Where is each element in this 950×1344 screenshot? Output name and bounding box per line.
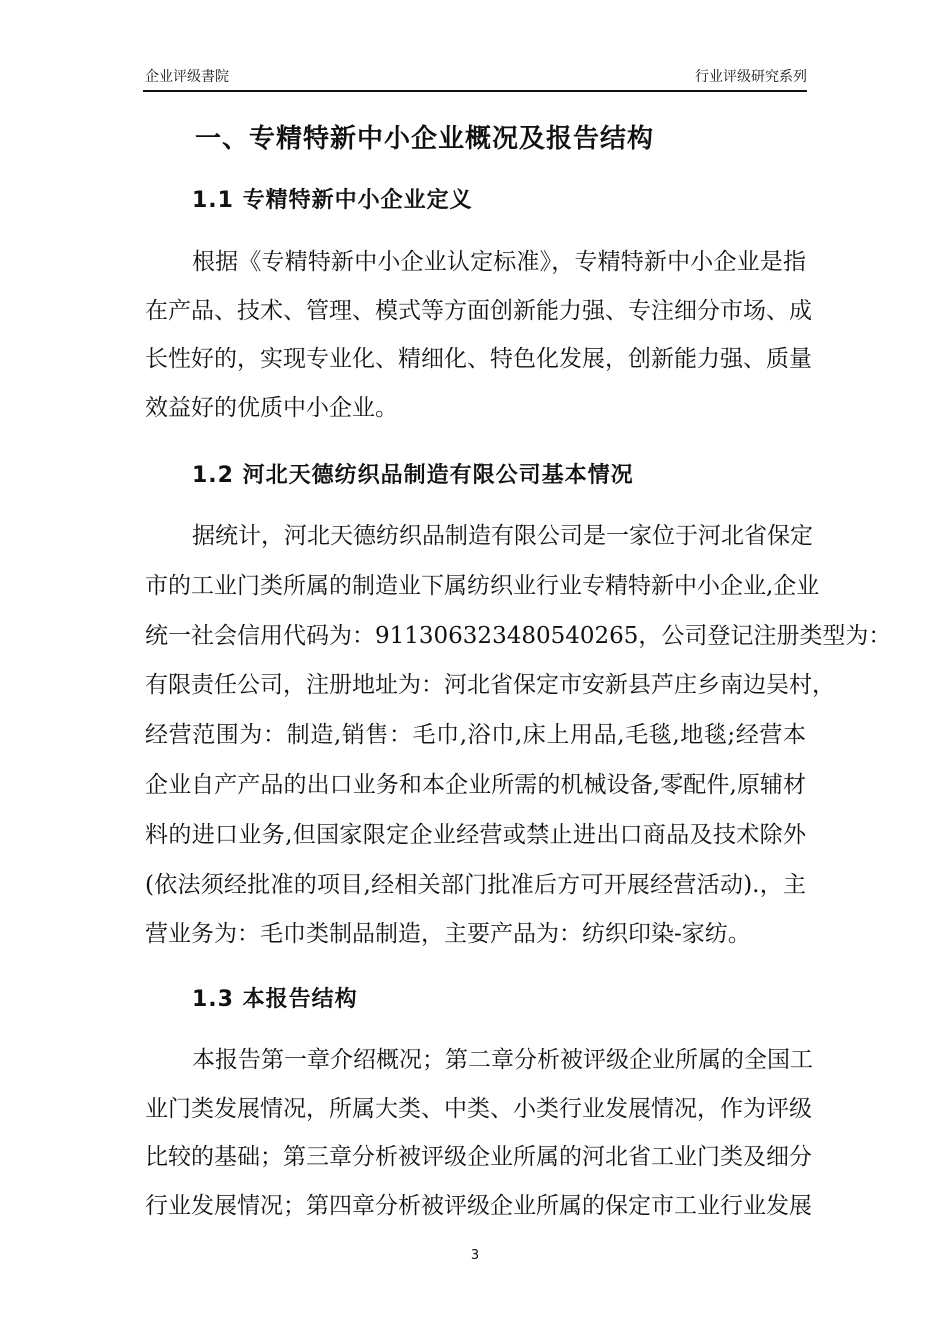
paragraph-line: 长性好的，实现专业化、精细化、特色化发展，创新能力强、质量 [145,346,812,372]
header-left: 企业评级書院 [145,69,229,85]
paragraph-line: 统一社会信用代码为：911306323480540265，公司登记注册类型为： [145,622,892,649]
paragraph-line: 料的进口业务,但国家限定企业经营或禁止进出口商品及技术除外 [145,821,806,848]
paragraph-line: 行业发展情况；第四章分析被评级企业所属的保定市工业行业发展 [145,1193,812,1220]
paragraph-line: 有限责任公司，注册地址为：河北省保定市安新县芦庄乡南边吴村， [145,672,835,699]
page-number: 3 [470,1248,480,1263]
paragraph-line: (依法须经批准的项目,经相关部门批准后方可开展经营活动).，主 [145,871,806,898]
header-right: 行业评级研究系列 [695,69,807,85]
paragraph-line: 据统计，河北天德纺织品制造有限公司是一家位于河北省保定 [192,523,813,549]
paragraph-line: 业门类发展情况，所属大类、中类、小类行业发展情况，作为评级 [145,1095,812,1122]
chapter-title: 一、专精特新中小企业概况及报告结构 [195,124,655,154]
paragraph-line: 营业务为：毛巾类制品制造，主要产品为：纺织印染-家纺。 [145,921,751,948]
paragraph-line: 根据《专精特新中小企业认定标准》，专精特新中小企业是指 [192,249,806,275]
paragraph-line: 比较的基础；第三章分析被评级企业所属的河北省工业门类及细分 [145,1144,812,1171]
section-heading: 1.3 本报告结构 [192,987,358,1012]
paragraph-line: 企业自产产品的出口业务和本企业所需的机械设备,零配件,原辅材 [145,772,806,798]
paragraph-line: 市的工业门类所属的制造业下属纺织业行业专精特新中小企业,企业 [145,572,820,599]
paragraph-line: 效益好的优质中小企业。 [145,394,398,421]
paragraph-line: 经营范围为：制造,销售：毛巾,浴巾,床上用品,毛毯,地毯;经营本 [145,722,806,749]
section-heading: 1.2 河北天德纺织品制造有限公司基本情况 [192,463,634,488]
paragraph-line: 在产品、技术、管理、模式等方面创新能力强、专注细分市场、成 [145,297,812,324]
section-heading: 1.1 专精特新中小企业定义 [192,188,473,213]
header-rule [143,90,807,92]
paragraph-line: 本报告第一章介绍概况；第二章分析被评级企业所属的全国工 [192,1047,813,1073]
